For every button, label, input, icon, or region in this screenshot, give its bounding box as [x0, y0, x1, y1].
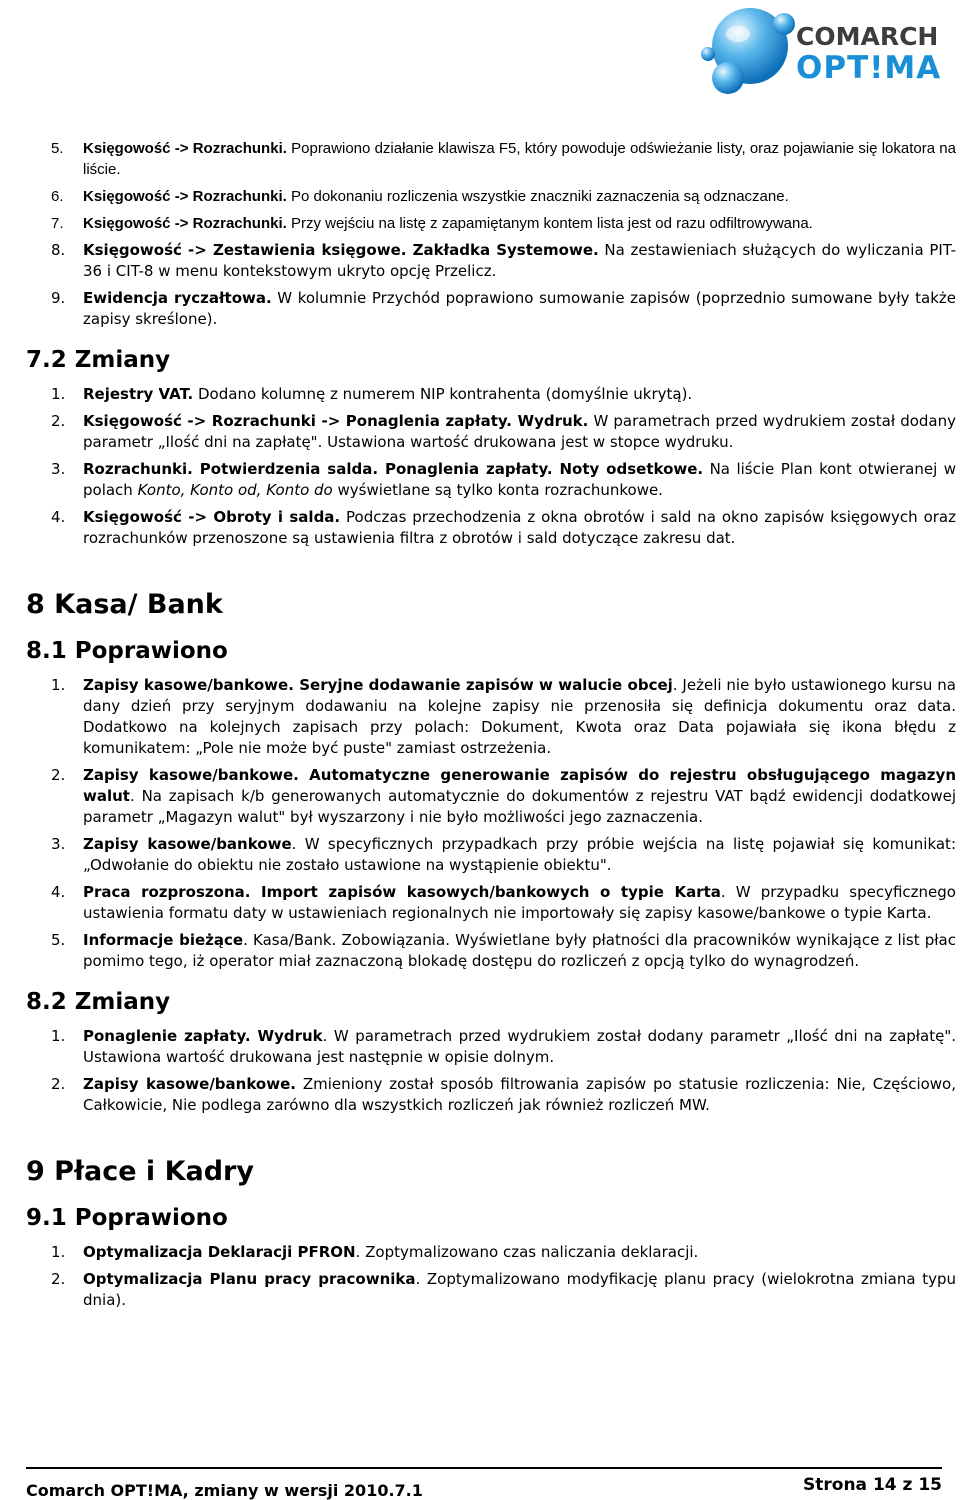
- logo-brand-bottom: OPT!MA: [796, 50, 942, 86]
- list-item: [26, 384, 956, 405]
- item-title: Księgowość -> Obroty i salda.: [83, 508, 341, 526]
- item-number: 2.: [51, 1270, 66, 1288]
- item-number: 4.: [51, 883, 66, 901]
- item-title: Zapisy kasowe/bankowe. Automatyczne generowanie zapisów do rejestru obsługującego magazyn walut: [83, 766, 956, 805]
- item-number: 7.: [51, 215, 64, 232]
- item-text: wyświetlane są tylko konta rozrachunkowe.: [332, 481, 663, 499]
- section-heading-8-2: 8.2 Zmiany: [26, 989, 171, 1015]
- item-text: . Na zapisach k/b generowanych automatycznie do dokumentów z rejestru VAT bądź ewidencji dodatkowej parametr „Magazyn walut" był wyszarzony i nie było możliwości jego zaznaczenia.: [83, 787, 956, 826]
- list-item: [26, 1242, 956, 1263]
- item-number: 5.: [51, 931, 66, 949]
- item-title: Zapisy kasowe/bankowe.: [83, 1075, 296, 1093]
- item-number: 2.: [51, 1075, 66, 1093]
- item-title: Zapisy kasowe/bankowe. Seryjne dodawanie zapisów w walucie obcej: [83, 676, 673, 694]
- item-title: Ponaglenie zapłaty. Wydruk: [83, 1027, 323, 1045]
- item-title: Optymalizacja Planu pracy pracownika: [83, 1270, 416, 1288]
- item-text: Dodano kolumnę z numerem NIP kontrahenta (domyślnie ukrytą).: [193, 385, 693, 403]
- list-item: [26, 459, 956, 501]
- list-item: [26, 411, 956, 453]
- item-number: 1.: [51, 385, 66, 403]
- item-text: Na liście Plan kont otwieranej w polach: [83, 460, 956, 499]
- item-title: Rejestry VAT.: [83, 385, 194, 403]
- section-heading-8-1: 8.1 Poprawiono: [26, 638, 228, 664]
- footer-title: Comarch OPT!MA, zmiany w wersji 2010.7.1: [26, 1481, 423, 1500]
- item-title: Praca rozproszona. Import zapisów kasowych/bankowych o typie Karta: [83, 883, 721, 901]
- list-item: [26, 1026, 956, 1068]
- list-item: [26, 186, 956, 207]
- item-number: 6.: [51, 188, 64, 205]
- item-text: . Zoptymalizowano czas naliczania deklaracji.: [355, 1243, 699, 1261]
- list-item: [26, 213, 956, 234]
- item-number: 3.: [51, 835, 66, 853]
- item-number: 4.: [51, 508, 66, 526]
- list-item: [26, 240, 956, 282]
- item-text: . W parametrach przed wydrukiem został dodany parametr „Ilość dni na zapłatę". Ustawiona wartość drukowana jest następnie w opisie dolnym.: [83, 1027, 957, 1066]
- item-title: Zapisy kasowe/bankowe: [83, 835, 292, 853]
- list-item: [26, 288, 956, 330]
- list-item: [26, 882, 956, 924]
- item-text: W parametrach przed wydrukiem został dodany parametr „Ilość dni na zapłatę". Ustawiona wartość drukowana jest w stopce wydruku.: [83, 412, 956, 451]
- item-text: . Kasa/Bank. Zobowiązania. Wyświetlane były płatności dla pracowników wynikające z list płac pomimo tego, iż operator miał zaznaczoną blokadę dostępu do rozliczeń z opcją tylko do wynagrodzeń.: [83, 931, 956, 970]
- item-italic-text: Konto, Konto od, Konto do: [137, 481, 333, 499]
- document-body: [26, 138, 956, 1317]
- item-title: Informacje bieżące: [83, 931, 244, 949]
- item-text: . W specyficznych przypadkach przy próbie wejścia na listę pojawiał się komunikat: „Odwołanie do obiektu nie zostało ustawione na wystąpienie obiektu".: [83, 835, 956, 874]
- item-text: . Jeżeli nie było ustawionego kursu na dany dzień przy seryjnym dodawaniu na kolejne zapisy nie przenosiła się definicja dokumentu oraz data. Dodatkowo na kolejnych zapisach przy polach: Dokument, Kwota oraz Data pojawiała się ikona błędu z komunikatem: „Pole nie może być puste" zamiast ostrzeżenia.: [83, 676, 956, 757]
- item-text: Poprawiono działanie klawisza F5, który powoduje odświeżanie listy, oraz pojawianie się lokatora na liście.: [83, 140, 956, 178]
- section-heading-9: 9 Płace i Kadry: [26, 1156, 254, 1187]
- list-item: [26, 675, 956, 759]
- item-text: Po dokonaniu rozliczenia wszystkie znaczniki zaznaczenia są odznaczane.: [286, 188, 789, 205]
- item-number: 1.: [51, 1027, 66, 1045]
- item-number: 1.: [51, 676, 66, 694]
- list-item: [26, 930, 956, 972]
- item-text: . Zoptymalizowano modyfikację planu pracy (wielokrotna zmiana typu dnia).: [83, 1270, 956, 1309]
- item-number: 3.: [51, 460, 66, 478]
- page-number: Strona 14 z 15: [803, 1475, 942, 1495]
- bubbles-icon: [700, 4, 810, 104]
- item-title: Księgowość -> Rozrachunki.: [83, 140, 287, 157]
- item-number: 9.: [51, 289, 66, 307]
- item-title: Księgowość -> Rozrachunki.: [83, 215, 287, 232]
- comarch-optima-logo: [700, 4, 955, 104]
- item-number: 1.: [51, 1243, 66, 1261]
- page-footer: [26, 1467, 942, 1500]
- list-item: [26, 507, 956, 549]
- item-number: 8.: [51, 241, 66, 259]
- item-title: Księgowość -> Rozrachunki -> Ponaglenia zapłaty. Wydruk.: [83, 412, 589, 430]
- item-number: 2.: [51, 412, 66, 430]
- item-title: Ewidencja ryczałtowa.: [83, 289, 272, 307]
- list-item: [26, 1074, 956, 1116]
- section-heading-8: 8 Kasa/ Bank: [26, 589, 223, 620]
- list-item: [26, 138, 956, 180]
- list-item: [26, 834, 956, 876]
- item-number: 5.: [51, 140, 64, 157]
- section-heading-9-1: 9.1 Poprawiono: [26, 1205, 228, 1231]
- item-text: Podczas przechodzenia z okna obrotów i sald na okno zapisów księgowych oraz rozrachunków przenoszone są ustawienia filtra z obrotów i sald dotyczące zakresu dat.: [83, 508, 956, 547]
- item-text: . W przypadku specyficznego ustawienia formatu daty w ustawieniach regionalnych nie importowały się zapisy kasowe/bankowe o typie Karta.: [83, 883, 956, 922]
- item-text: Przy wejściu na listę z zapamiętanym kontem lista jest od razu odfiltrowywana.: [286, 215, 813, 232]
- logo-brand-top: COMARCH: [796, 22, 939, 51]
- item-text: Na zestawieniach służących do wyliczania PIT-36 i CIT-8 w menu kontekstowym ukryto opcję Przelicz.: [83, 241, 956, 280]
- item-text: W kolumnie Przychód poprawiono sumowanie zapisów (poprzednio sumowane były także zapisy skreślone).: [83, 289, 956, 328]
- section-heading-7-2: 7.2 Zmiany: [26, 347, 171, 373]
- item-title: Księgowość -> Rozrachunki.: [83, 188, 287, 205]
- item-title: Księgowość -> Zestawienia księgowe. Zakładka Systemowe.: [83, 241, 599, 259]
- list-item: [26, 1269, 956, 1311]
- item-text: Zmieniony został sposób filtrowania zapisów po statusie rozliczenia: Nie, Częściowo, Całkowicie, Nie podlega zarówno dla wszystkich rozliczeń jak również rozliczeń MW.: [83, 1075, 956, 1114]
- item-title: Rozrachunki. Potwierdzenia salda. Ponaglenia zapłaty. Noty odsetkowe.: [83, 460, 704, 478]
- item-title: Optymalizacja Deklaracji PFRON: [83, 1243, 356, 1261]
- list-item: [26, 765, 956, 828]
- item-number: 2.: [51, 766, 66, 784]
